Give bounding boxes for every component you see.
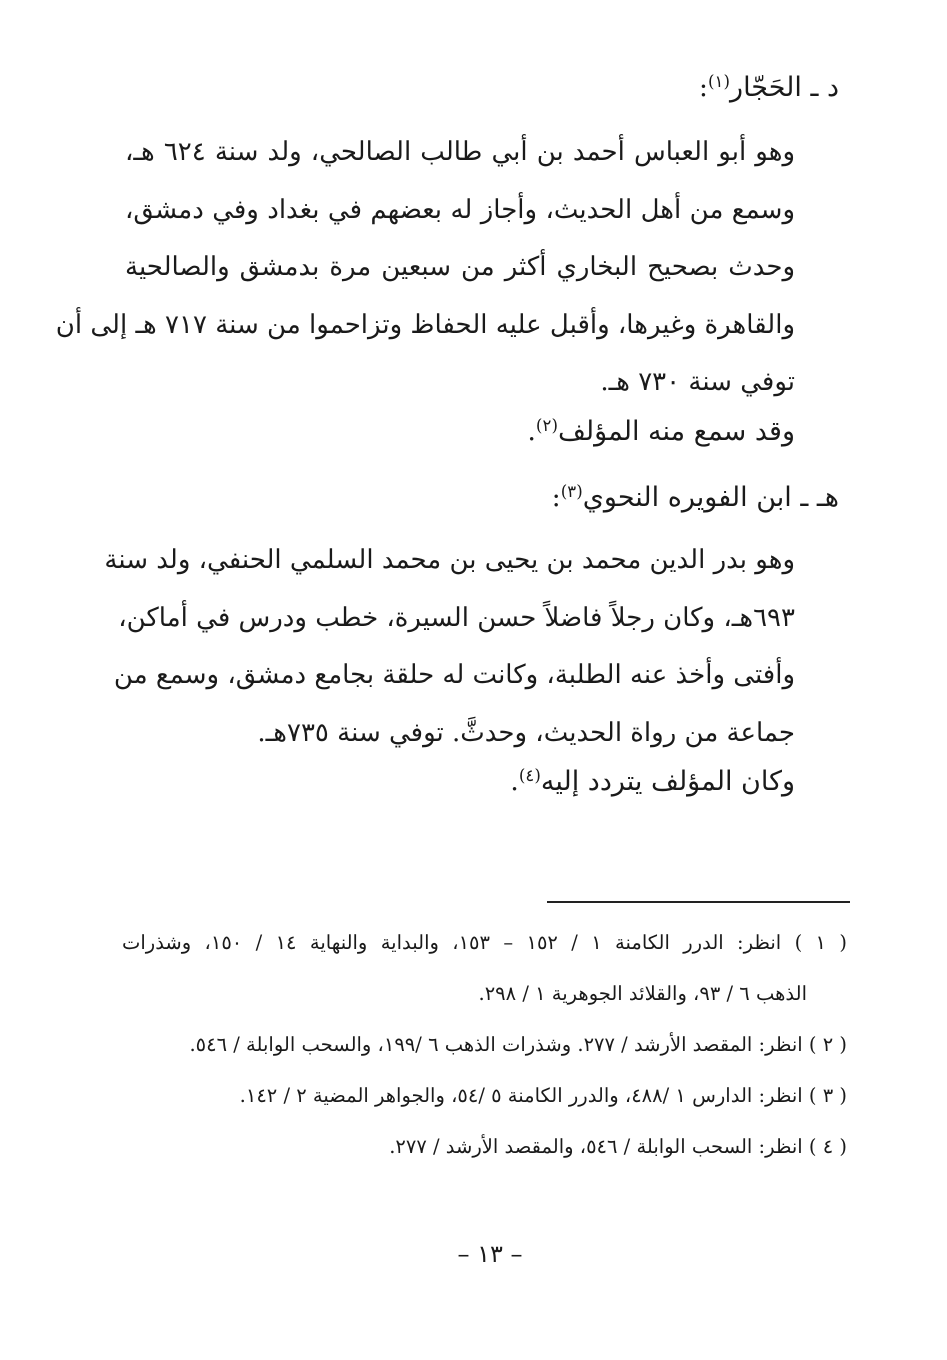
section-d-heading [699,68,839,110]
footnote-ref-2: (٢) [535,414,558,435]
footnote-3: ( ٣ ) انظر: الدارس ١ /٤٨٨، والدرر الكامنة ٥ /٥٤، والجواهر المضية ٢ / ١٤٢. [239,1084,847,1107]
footnote-ref-4: (٤) [518,764,541,785]
section-d-line-1: وهو أبو العباس أحمد بن أبي طالب الصالحي، ولد سنة ٦٢٤ هـ، [125,137,795,167]
heading-colon: : [551,482,561,513]
section-h-line-3: وأفتى وأخذ عنه الطلبة، وكانت له حلقة بجامع دمشق، وسمع من [113,660,795,690]
section-d-closing [527,412,795,454]
section-d-line-4: والقاهرة وغيرها، وأقبل عليه الحفاظ وتزاحموا من سنة ٧١٧ هـ إلى أن [55,309,795,340]
section-d-line-3: وحدث بصحيح البخاري أكثر من سبعين مرة بدمشق والصالحية [125,252,795,282]
footnote-ref-3: (٣) [560,480,583,501]
closing-period: . [527,416,536,447]
footnote-4: ( ٤ ) انظر: السحب الوابلة / ٥٤٦، والمقصد الأرشد / ٢٧٧. [389,1135,847,1158]
page-number: – ١٣ – [457,1240,523,1268]
footnote-1-line-1: ( ١ ) انظر: الدرر الكامنة ١ / ١٥٢ – ١٥٣، والبداية والنهاية ١٤ / ١٥٠، وشذرات [122,931,847,954]
section-d-title: د ـ الحَجّار [730,72,839,103]
section-h-body [104,532,795,762]
footnote-1-line-2: الذهب ٦ / ٩٣، والقلائد الجوهرية ١ / ٢٩٨. [478,982,807,1005]
section-d-line-2: وسمع من أهل الحديث، وأجاز له بعضهم في بغداد وفي دمشق، [125,194,795,225]
footnote-2: ( ٢ ) انظر: المقصد الأرشد / ٢٧٧. وشذرات الذهب ٦ /١٩٩، والسحب الوابلة / ٥٤٦. [189,1033,847,1056]
section-d-body [55,124,795,412]
section-h-heading [552,478,839,520]
footnote-ref-1: (١) [707,70,731,91]
heading-colon: : [698,72,708,103]
section-h-line-1: وهو بدر الدين محمد بن يحيى بن محمد السلمي الحنفي، ولد سنة [104,545,795,575]
section-d-closing-text: وقد سمع منه المؤلف [557,416,795,447]
section-h-closing [510,762,795,804]
footnotes [122,917,847,1172]
closing-period: . [510,766,519,797]
section-h-line-4: جماعة من رواة الحديث، وحدثَّ. توفي سنة ٧٣٥هـ. [257,717,795,748]
section-h-title: هـ ـ ابن الفويره النحوي [582,482,839,513]
section-h-line-2: ٦٩٣هـ، وكان رجلاً فاضلاً حسن السيرة، خطب ودرس في أماكن، [118,602,795,633]
section-d-line-5: توفي سنة ٧٣٠ هـ. [600,367,795,397]
footnote-separator [547,901,850,903]
section-h-closing-text: وكان المؤلف يتردد إليه [540,766,795,797]
